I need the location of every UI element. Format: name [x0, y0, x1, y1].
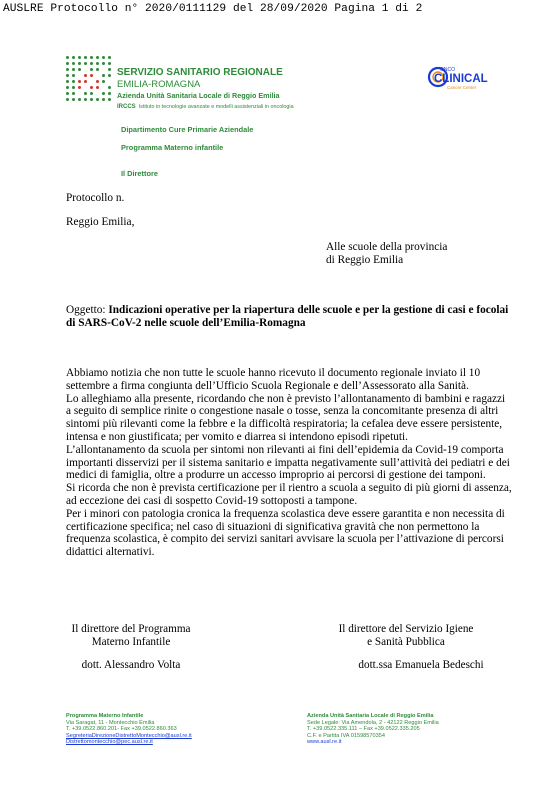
program-name: Programma Materno infantile	[121, 143, 224, 152]
subject	[66, 304, 508, 317]
org-region: EMILIA-ROMAGNA	[117, 79, 201, 90]
body-line: frequenza scolastica, è compito dei servizi sanitari avvisare la scuola per l’attivazione di percorsi	[66, 533, 504, 546]
body-line: L’allontanamento da scuola per sintomi non rilevanti ai fini dell’epidemia da Covid-19 comporta	[66, 443, 504, 456]
footer-left-phone: T. +39.0522.860.201- Fax +39.0522.860.363	[66, 726, 177, 733]
logo-dot	[84, 92, 87, 95]
logo-dot	[78, 56, 81, 59]
logo-dot	[108, 56, 111, 59]
subject-line1: Indicazioni operative per la riapertura delle scuole e per la gestione di casi e focolai	[108, 304, 509, 316]
logo-dot	[72, 56, 75, 59]
logo-dot	[96, 56, 99, 59]
signature-right	[326, 623, 486, 672]
logo-dot	[72, 98, 75, 101]
logo-dot	[78, 98, 81, 101]
signature-right-name: dott.ssa Emanuela Bedeschi	[358, 659, 484, 671]
logo-dot	[84, 56, 87, 59]
city-date: Reggio Emilia,	[66, 216, 135, 228]
org-unit: Azienda Unità Sanitaria Locale di Reggio Emilia	[117, 91, 280, 100]
logo-dot	[66, 92, 69, 95]
logo-dot	[90, 68, 93, 71]
body-line: Abbiamo notizia che non tutte le scuole hanno ricevuto il documento regionale inviato il 10	[66, 367, 481, 379]
logo-dot	[66, 98, 69, 101]
signature-left-role: Il direttore del Programma	[71, 623, 191, 635]
logo-dot	[108, 62, 111, 65]
logo-dot	[108, 92, 111, 95]
logo-dot	[108, 86, 111, 89]
logo-dot	[66, 80, 69, 83]
subject-line2: di SARS-CoV-2 nelle scuole dell’Emilia-Romagna	[66, 317, 306, 329]
svg-text:CLINICAL: CLINICAL	[434, 73, 488, 85]
logo-dot	[72, 80, 75, 83]
organization-header	[117, 67, 294, 112]
signature-left-name: dott. Alessandro Volta	[81, 659, 181, 671]
logo-dot	[72, 74, 75, 77]
logo-dot	[102, 74, 105, 77]
logo-dot	[102, 62, 105, 65]
logo-dot	[102, 56, 105, 59]
clinical-logo-icon	[426, 63, 496, 95]
subject-label: Oggetto:	[66, 304, 106, 316]
body-line: settembre a firma congiunta dell’Ufficio Scuola Regionale e dell’Assessorato alla Sanità.	[66, 379, 469, 392]
signature-right-role2: e Sanità Pubblica	[367, 636, 445, 648]
body-line: Si ricorda che non è prevista certificazione per il rientro a scuola a seguito di più giorni di assenza,	[66, 482, 512, 495]
footer-right	[307, 713, 439, 746]
logo-dot	[72, 92, 75, 95]
logo-dot	[102, 92, 105, 95]
svg-text:Cancer Center: Cancer Center	[447, 85, 477, 90]
body-line: sintomi più rilevanti come la febbre e la difficoltà respiratoria; la cefalea deve essere persistente,	[66, 418, 503, 431]
logo-dot	[66, 56, 69, 59]
protocol-stamp: AUSLRE Protocollo n° 2020/0111129 del 28/09/2020 Pagina 1 di 2	[3, 3, 423, 15]
footer-left-address: Via Saragat, 11 - Montecchio Emilia	[66, 719, 155, 726]
logo-dot	[90, 56, 93, 59]
footer-left-title: Programma Materno Infantile	[66, 713, 144, 719]
logo-dot	[90, 86, 93, 89]
logo-dot	[90, 98, 93, 101]
body-line: certificazione specifica; nel caso di situazioni di significativa gravità che non permettono la	[66, 520, 480, 533]
letter-body	[66, 367, 512, 559]
body-line: intensa e non giustificata; per vomito e diarrea si intendono episodi ripetuti.	[66, 430, 408, 443]
footer-email-link[interactable]: SegreteriaDirezioneDistrettoMontecchio@ausl.re.it	[66, 732, 192, 739]
logo-dot	[78, 80, 81, 83]
logo-dot	[108, 74, 111, 77]
logo-dot	[96, 62, 99, 65]
director-title: Il Direttore	[121, 169, 158, 178]
logo-dot	[96, 80, 99, 83]
footer-right-title: Azienda Unità Sanitaria Locale di Reggio Emilia	[307, 713, 434, 719]
logo-dot	[90, 92, 93, 95]
footer-right-phone: T. +39.0522.335.111 – Fax +39.0522.335.205	[307, 726, 420, 733]
logo-dot	[66, 62, 69, 65]
logo-dot	[78, 68, 81, 71]
logo-dot	[72, 62, 75, 65]
body-line: Per i minori con patologia cronica la frequenza scolastica deve essere garantita e non necessita di	[66, 507, 505, 520]
logo-dot	[78, 62, 81, 65]
recipient-line1: Alle scuole della provincia	[326, 241, 448, 253]
logo-dot	[78, 86, 81, 89]
logo-dot	[108, 98, 111, 101]
logo-dot	[102, 98, 105, 101]
logo-dot	[72, 86, 75, 89]
body-line: a seguito di semplice rinite o congestione nasale o tosse, senza la concomitante presenza di altri	[66, 405, 499, 418]
signature-right-role: Il direttore del Servizio Igiene	[338, 623, 474, 635]
logo-dot	[84, 98, 87, 101]
body-line: medici di famiglia, oltre a produrre un accesso improprio ai percorsi di gestione dei tamponi.	[66, 469, 486, 482]
body-line: ad eccezione dei casi di sospetto Covid-19 sottoposti a tampone.	[66, 494, 358, 507]
logo-dot	[84, 80, 87, 83]
logo-dot	[72, 68, 75, 71]
svg-text:ONCO: ONCO	[440, 67, 455, 73]
signature-left-role2: Materno Infantile	[91, 636, 171, 648]
org-name: SERVIZIO SANITARIO REGIONALE	[117, 67, 283, 78]
footer-pec-link[interactable]: Distrettomontecchio@pec.ausl.re.it	[66, 739, 153, 746]
logo-dot	[66, 86, 69, 89]
regional-logo-icon	[66, 56, 112, 102]
footer-right-vat: C.F. e Partita IVA 01598570354	[307, 732, 385, 739]
body-line: Lo alleghiamo alla presente, ricordando che non è previsto l’allontanamento di bambini e ragazzi	[66, 392, 506, 405]
body-line: didattici alternativi.	[66, 546, 155, 559]
footer-website-link[interactable]: www.ausl.re.it	[307, 739, 342, 746]
footer-left	[66, 713, 192, 746]
body-line: importanti disservizi per il sistema sanitario e impatta negativamente sull’attività dei pediatri e dei	[66, 456, 510, 469]
logo-dot	[102, 80, 105, 83]
logo-dot	[90, 74, 93, 77]
irccs-line: IRCCS Istituto in tecnologie avanzate e modelli assistenziali in oncologia	[117, 104, 294, 110]
recipient-line2: di Reggio Emilia	[326, 254, 404, 266]
logo-dot	[84, 62, 87, 65]
logo-dot	[96, 68, 99, 71]
logo-dot	[96, 86, 99, 89]
logo-dot	[66, 68, 69, 71]
logo-dot	[66, 74, 69, 77]
footer-right-address: Sede Legale: Via Amendola, 2 - 42122 Reggio Emilia	[307, 719, 439, 726]
logo-dot	[90, 62, 93, 65]
signature-left	[56, 623, 206, 672]
clinical-logo	[426, 63, 496, 95]
logo-dot	[84, 74, 87, 77]
logo-dot	[108, 68, 111, 71]
logo-dot	[96, 98, 99, 101]
department-name: Dipartimento Cure Primarie Aziendale	[121, 125, 254, 134]
protocol-number: Protocollo n.	[66, 192, 125, 204]
